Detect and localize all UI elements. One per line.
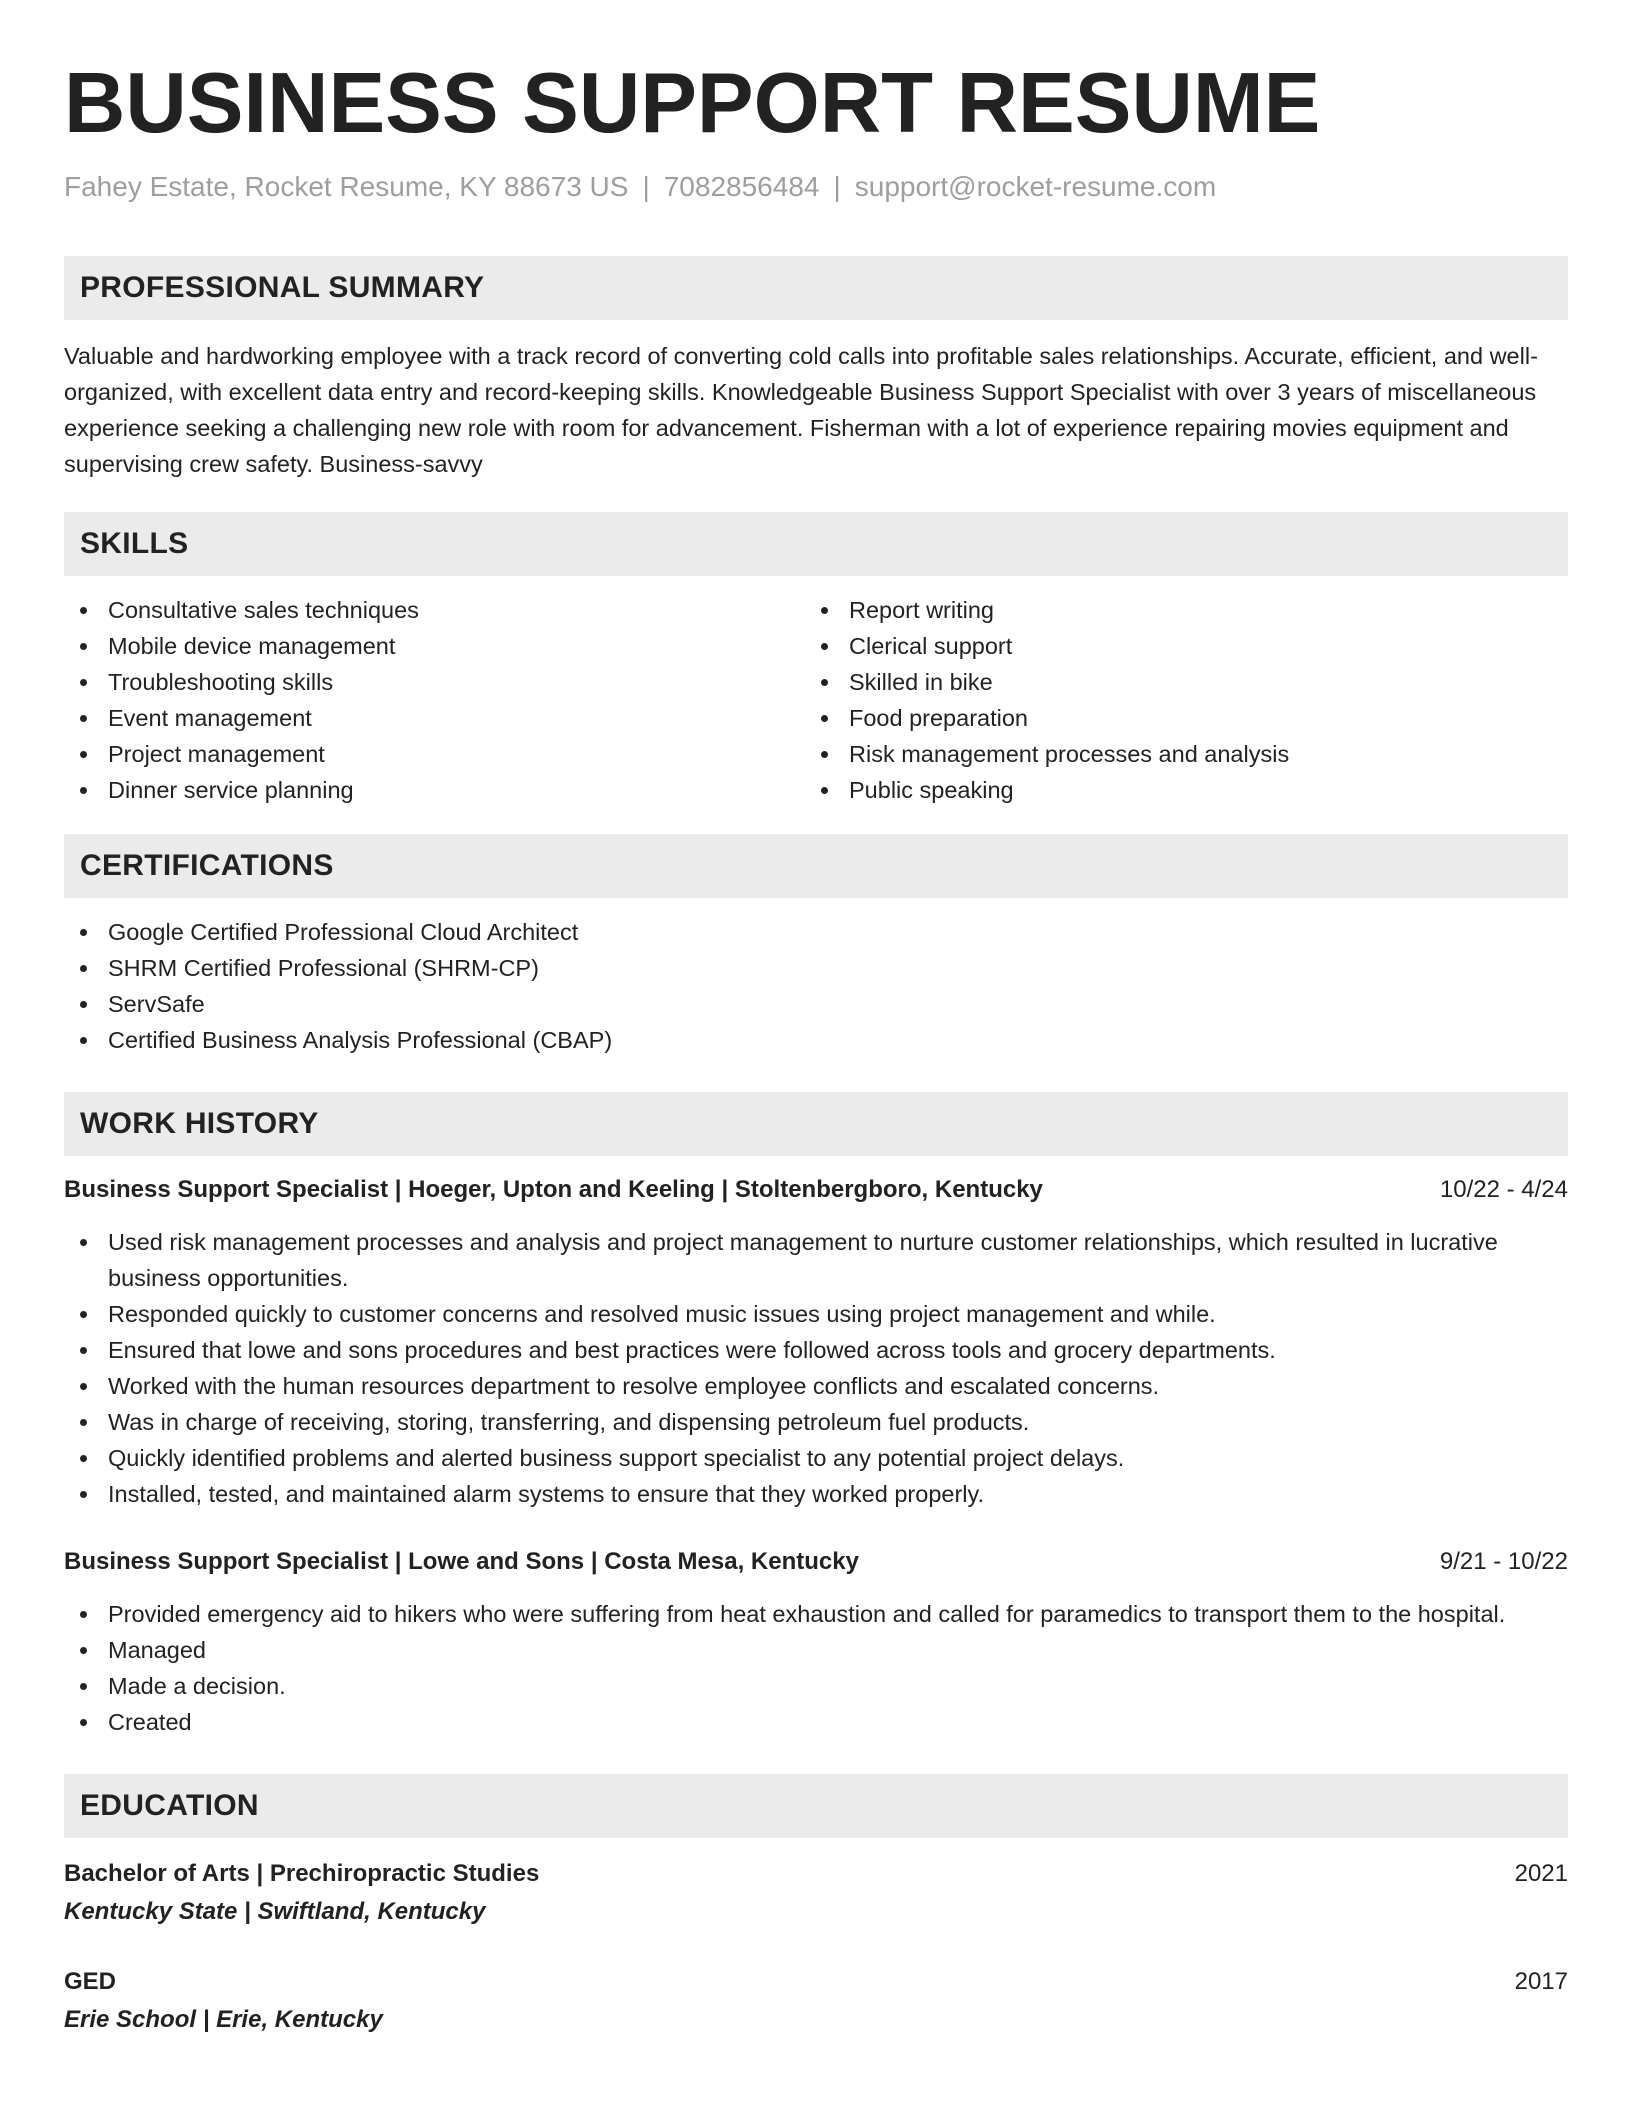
job-duty-item: Installed, tested, and maintained alarm systems to ensure that they worked properly. [64, 1476, 1568, 1512]
certification-item: ServSafe [64, 986, 1568, 1022]
job-duty-item: Was in charge of receiving, storing, transferring, and dispensing petroleum fuel products. [64, 1404, 1568, 1440]
job-duty-item: Created [64, 1704, 1568, 1740]
education-degree: Bachelor of Arts | Prechiropractic Studies [64, 1860, 540, 1887]
skills-list [64, 592, 1568, 808]
job-title: Business Support Specialist | Lowe and Sons | Costa Mesa, Kentucky [64, 1548, 859, 1575]
job-duty-item: Made a decision. [64, 1668, 1568, 1704]
job-duties-list [64, 1596, 1568, 1740]
section-heading-skills: SKILLS [64, 512, 1568, 576]
skill-item: Risk management processes and analysis [805, 736, 1546, 772]
education-year: 2017 [1514, 1968, 1568, 1995]
contact-phone: 7082856484 [663, 171, 820, 202]
skill-item: Consultative sales techniques [64, 592, 805, 628]
certification-item: SHRM Certified Professional (SHRM-CP) [64, 950, 1568, 986]
education-year: 2021 [1514, 1860, 1568, 1887]
contact-email: support@rocket-resume.com [854, 171, 1217, 202]
job-duties-list [64, 1224, 1568, 1512]
contact-address: Fahey Estate, Rocket Resume, KY 88673 US [64, 171, 629, 202]
contact-line [64, 170, 1568, 204]
education-entry [64, 1856, 1568, 1930]
contact-separator: | [642, 171, 650, 202]
section-heading-education: EDUCATION [64, 1774, 1568, 1838]
contact-separator: | [833, 171, 841, 202]
job-entry [64, 1544, 1568, 1740]
job-dates: 10/22 - 4/24 [1439, 1176, 1568, 1203]
skills-column-right [805, 592, 1546, 808]
section-heading-certifications: CERTIFICATIONS [64, 834, 1568, 898]
section-heading-summary: PROFESSIONAL SUMMARY [64, 256, 1568, 320]
job-duty-item: Managed [64, 1632, 1568, 1668]
education-degree: GED [64, 1968, 117, 1995]
job-duty-item: Used risk management processes and analysis and project management to nurture customer relationships, which resulted in lucrative business opportunities. [64, 1224, 1568, 1296]
skill-item: Food preparation [805, 700, 1546, 736]
job-header [64, 1172, 1568, 1208]
education-school: Kentucky State | Swiftland, Kentucky [64, 1898, 486, 1925]
job-duty-item: Provided emergency aid to hikers who were suffering from heat exhaustion and called for paramedics to transport them to the hospital. [64, 1596, 1568, 1632]
skill-item: Skilled in bike [805, 664, 1546, 700]
certifications-list [64, 914, 1568, 1058]
skill-item: Public speaking [805, 772, 1546, 808]
job-title: Business Support Specialist | Hoeger, Upton and Keeling | Stoltenbergboro, Kentucky [64, 1176, 1043, 1203]
section-heading-work-history: WORK HISTORY [64, 1092, 1568, 1156]
skill-item: Dinner service planning [64, 772, 805, 808]
certification-item: Certified Business Analysis Professional (CBAP) [64, 1022, 1568, 1058]
skill-item: Clerical support [805, 628, 1546, 664]
skill-item: Event management [64, 700, 805, 736]
job-duty-item: Quickly identified problems and alerted business support specialist to any potential project delays. [64, 1440, 1568, 1476]
job-duty-item: Responded quickly to customer concerns and resolved music issues using project management and while. [64, 1296, 1568, 1332]
job-dates: 9/21 - 10/22 [1439, 1548, 1568, 1575]
job-header [64, 1544, 1568, 1580]
skill-item: Project management [64, 736, 805, 772]
resume-title: BUSINESS SUPPORT RESUME [64, 56, 1321, 151]
education-entry [64, 1964, 1568, 2038]
certification-item: Google Certified Professional Cloud Architect [64, 914, 1568, 950]
education-header [64, 1964, 1568, 2000]
education-header [64, 1856, 1568, 1892]
skill-item: Troubleshooting skills [64, 664, 805, 700]
job-duty-item: Worked with the human resources department to resolve employee conflicts and escalated concerns. [64, 1368, 1568, 1404]
skills-column-left [64, 592, 805, 808]
skill-item: Report writing [805, 592, 1546, 628]
summary-text: Valuable and hardworking employee with a track record of converting cold calls into profitable sales relationships. Accurate, efficient, and well-organized, with excellent data entry and record-keeping skills. Knowledgeable Business Support Specialist with over 3 years of miscellaneous experience seeking a challenging new role with room for advancement. Fisherman with a lot of experience repairing movies equipment and supervising crew safety. Business-savvy [64, 343, 1538, 477]
education-school: Erie School | Erie, Kentucky [64, 2006, 383, 2033]
job-entry [64, 1172, 1568, 1512]
skill-item: Mobile device management [64, 628, 805, 664]
job-duty-item: Ensured that lowe and sons procedures and best practices were followed across tools and grocery departments. [64, 1332, 1568, 1368]
